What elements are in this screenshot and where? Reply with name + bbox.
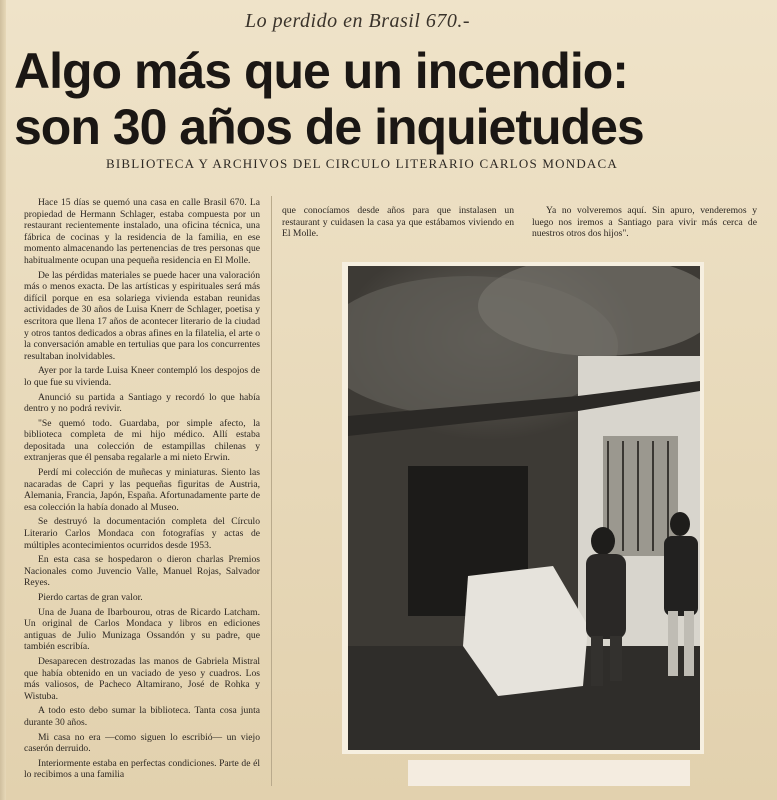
paper-edge [0, 0, 6, 800]
paragraph: Interiormente estaba en perfectas condiciones. Parte de él lo recibimos a una familia [24, 757, 260, 781]
paragraph: Hace 15 días se quemó una casa en calle Brasil 670. La propiedad de Hermann Schlager, estaba compuesta por un restaurant recientemente instalado, una oficina técnica, una fábrica de cocinas y la residencia de la familia, en ese momento almacenando las pertenencias de tres personas que habitualmente ocupan una pequeña residencia en El Molle. [24, 197, 260, 266]
paragraph: "Se quemó todo. Guardaba, por simple afecto, la biblioteca completa de mi hijo médico. Allí estaba depositada una colección de estampillas chilenas y extranjeras que él pensaba regalarle a mi nieto Erwin. [24, 417, 260, 464]
paragraph: Ayer por la tarde Luisa Kneer contempló los despojos de lo que fue su vivienda. [24, 365, 260, 388]
fire-scene-photo [348, 266, 700, 750]
paragraph: Anunció su partida a Santiago y recordó lo que había dentro y no podrá revivir. [24, 391, 260, 415]
paragraph: Se destruyó la documentación completa del Círculo Literario Carlos Mondaca con fotografías y actas de múltiples acontecimientos ocurridos desde 1953. [24, 516, 260, 551]
article-column-1 [24, 197, 260, 787]
headline-line-2: son 30 años de inquietudes [14, 99, 644, 155]
paragraph: Ya no volveremos aquí. Sin apuro, venderemos y luego nos iremos a Santiago para vivir más cerca de nuestros otros dos hijos". [532, 205, 757, 240]
paragraph: En esta casa se hospedaron o dieron charlas Premios Nacionales como Juvencio Valle, Manuel Rojas, Salvador Reyes. [24, 554, 260, 589]
byline: BIBLIOTECA Y ARCHIVOS DEL CIRCULO LITERARIO CARLOS MONDACA [106, 156, 618, 171]
headline-line-1: Algo más que un incendio: [14, 43, 628, 99]
column-divider [271, 196, 272, 786]
paragraph: De las pérdidas materiales se puede hacer una valoración más o menos exacta. De las artísticas y espirituales será más difícil porque en esa solariega vivienda estaban reunidas actividades de 30 años de Luisa Knerr de Schlager, poetisa y escritora que llena 17 años de acontecer literario de la ciudad y otros tantos dedicados a obras afines en la filatelia, el arte o la conversación amable en tertulias que para los concurrentes resultaban inolvidables. [24, 269, 260, 362]
photo-illustration [348, 266, 700, 750]
paragraph: Mi casa no era —como siguen lo escribió— un viejo caserón derruido. [24, 731, 260, 755]
paragraph: Una de Juana de Ibarbourou, otras de Ricardo Latcham. Un original de Carlos Mondaca y libros en ediciones antiguas de Julio Munizaga Ossandón y su padre, que también escribía. [24, 606, 260, 653]
paragraph: que conocíamos desde años para que instalasen un restaurant y cuidasen la casa ya que estábamos viviendo en El Molle. [282, 205, 514, 240]
paragraph: Perdí mi colección de muñecas y miniaturas. Siento las nacaradas de Capri y las pequeñas figuritas de Austria, Alemania, Francia, Japón, España. Afortunadamente parte de esa colección la había donado al Museo. [24, 467, 260, 513]
paper-patch [408, 760, 690, 786]
paragraph: Pierdo cartas de gran valor. [38, 592, 143, 603]
article-column-3 [532, 205, 757, 243]
paragraph: Desaparecen destrozadas las manos de Gabriela Mistral que había obtenido en un vaciado de yeso y cuadros. Los más valiosos, de Pacheco Altamirano, José de Rohka y Wistuba. [24, 655, 260, 702]
article-column-2 [282, 205, 514, 243]
paragraph: A todo esto debo sumar la biblioteca. Tanta cosa junta durante 30 años. [24, 705, 260, 728]
kicker: Lo perdido en Brasil 670.- [245, 10, 471, 32]
